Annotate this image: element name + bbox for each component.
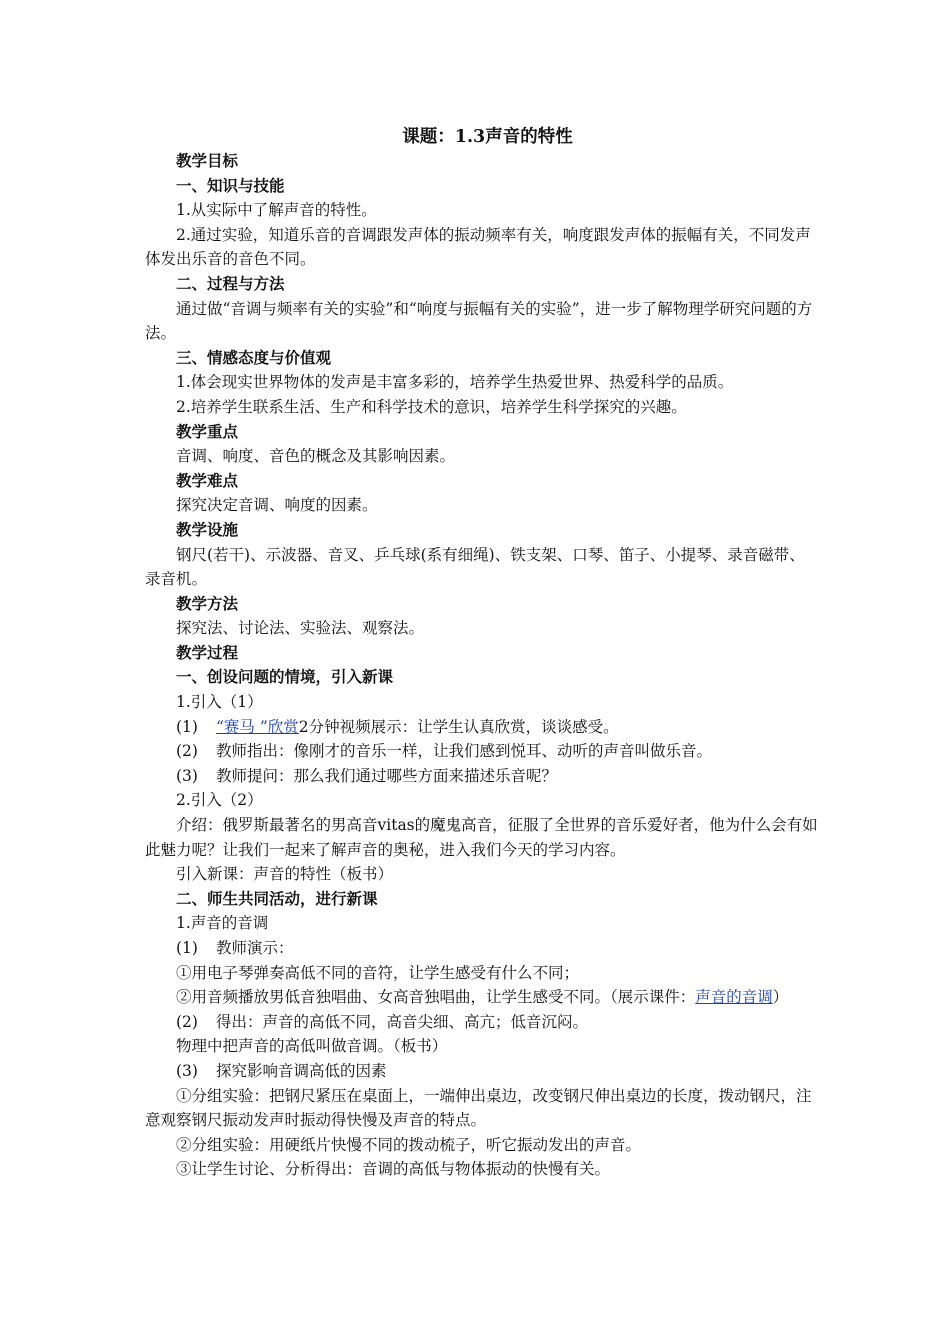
section-heading: 一、创设问题的情境，引入新课 [176,667,394,687]
paragraph: 引入新课：声音的特性（板书） [176,865,394,884]
item-text: ②用音频播放男低音独唱曲、女高音独唱曲，让学生感受不同。（展示课件： [176,988,696,1007]
paragraph: 1.从实际中了解声音的特性。 [176,201,377,220]
item-text: 2分钟视频展示：让学生认真欣赏，谈谈感受。 [298,717,619,736]
list-item [145,1010,820,1035]
paragraph: 2.培养学生联系生活、生产和科学技术的意识，培养学生科学探究的兴趣。 [176,397,687,416]
section-heading: 教学设施 [176,519,239,539]
page-title: 课题：1.3声音的特性 [402,127,573,147]
list-item [145,1059,820,1084]
item-text: ） [772,988,789,1007]
section-heading: 二、师生共同活动，进行新课 [176,888,378,908]
video-link[interactable]: “赛马 ”欣赏 [216,717,299,736]
paragraph: 2.通过实验，知道乐音的音调跟发声体的振动频率有关，响度跟发声体的振幅有关，不同发声体发出乐音的音色不同。 [145,225,811,269]
section-heading: 教学目标 [176,151,239,170]
item-text: 探究影响音调高低的因素 [216,1061,387,1080]
list-item [145,739,820,764]
section-heading: 教学难点 [176,470,239,490]
courseware-link[interactable]: 声音的音调 [695,988,773,1007]
section-heading: 三、情感态度与价值观 [176,347,332,367]
paragraph: ①用电子琴弹奏高低不同的音符，让学生感受有什么不同； [176,963,580,982]
paragraph: 1.体会现实世界物体的发声是丰富多彩的，培养学生热爱世界、热爱科学的品质。 [176,373,734,392]
item-text: 教师演示： [216,939,294,957]
list-item [145,936,820,961]
section-heading: 教学重点 [176,421,239,441]
paragraph: ②分组实验：用硬纸片快慢不同的拨动梳子，听它振动发出的声音。 [176,1135,642,1154]
paragraph: 1.声音的音调 [176,914,269,933]
list-item [145,715,820,740]
paragraph: 2.引入（2） [176,791,263,810]
paragraph: 通过做“音调与频率有关的实验”和“响度与振幅有关的实验”，进一步了解物理学研究问题的方法。 [145,299,813,343]
paragraph: 1.引入（1） [176,693,263,712]
item-number: (2) [176,1012,198,1031]
document-body [145,125,820,1182]
item-text: 教师提问：那么我们通过哪些方面来描述乐音呢？ [216,766,558,785]
paragraph: 探究决定音调、响度的因素。 [176,496,378,515]
item-number: (3) [176,766,198,785]
paragraph: 音调、响度、音色的概念及其影响因素。 [176,447,456,466]
item-number: (1) [176,717,198,736]
list-item [145,764,820,789]
item-text: 得出：声音的高低不同，高音尖细、高亢；低音沉闷。 [216,1012,589,1031]
item-text: 教师指出：像刚才的音乐一样，让我们感到悦耳、动听的声音叫做乐音。 [216,742,713,761]
section-heading: 一、知识与技能 [176,175,285,195]
paragraph: 介绍：俄罗斯最著名的男高音vitas的魔鬼高音，征服了全世界的音乐爱好者，他为什么会有如此魅力呢？让我们一起来了解声音的奥秘，进入我们今天的学习内容。 [145,816,818,859]
item-number: (3) [176,1061,198,1080]
section-heading: 教学过程 [176,642,239,662]
paragraph [145,985,820,1010]
paragraph: 物理中把声音的高低叫做音调。（板书） [176,1037,448,1056]
paragraph: ③让学生讨论、分析得出：音调的高低与物体振动的快慢有关。 [176,1160,611,1179]
section-heading: 教学方法 [176,593,239,613]
paragraph: 钢尺(若干)、示波器、音叉、乒乓球(系有细绳)、铁支架、口琴、笛子、小提琴、录音磁带、录音机。 [145,545,805,589]
section-heading: 二、过程与方法 [176,273,285,293]
item-number: (1) [176,939,198,957]
item-number: (2) [176,742,198,761]
paragraph: ①分组实验：把钢尺紧压在桌面上，一端伸出桌边，改变钢尺伸出桌边的长度，拨动钢尺，注意观察钢尺振动发声时振动得快慢及声音的特点。 [145,1086,812,1130]
paragraph: 探究法、讨论法、实验法、观察法。 [176,619,425,638]
